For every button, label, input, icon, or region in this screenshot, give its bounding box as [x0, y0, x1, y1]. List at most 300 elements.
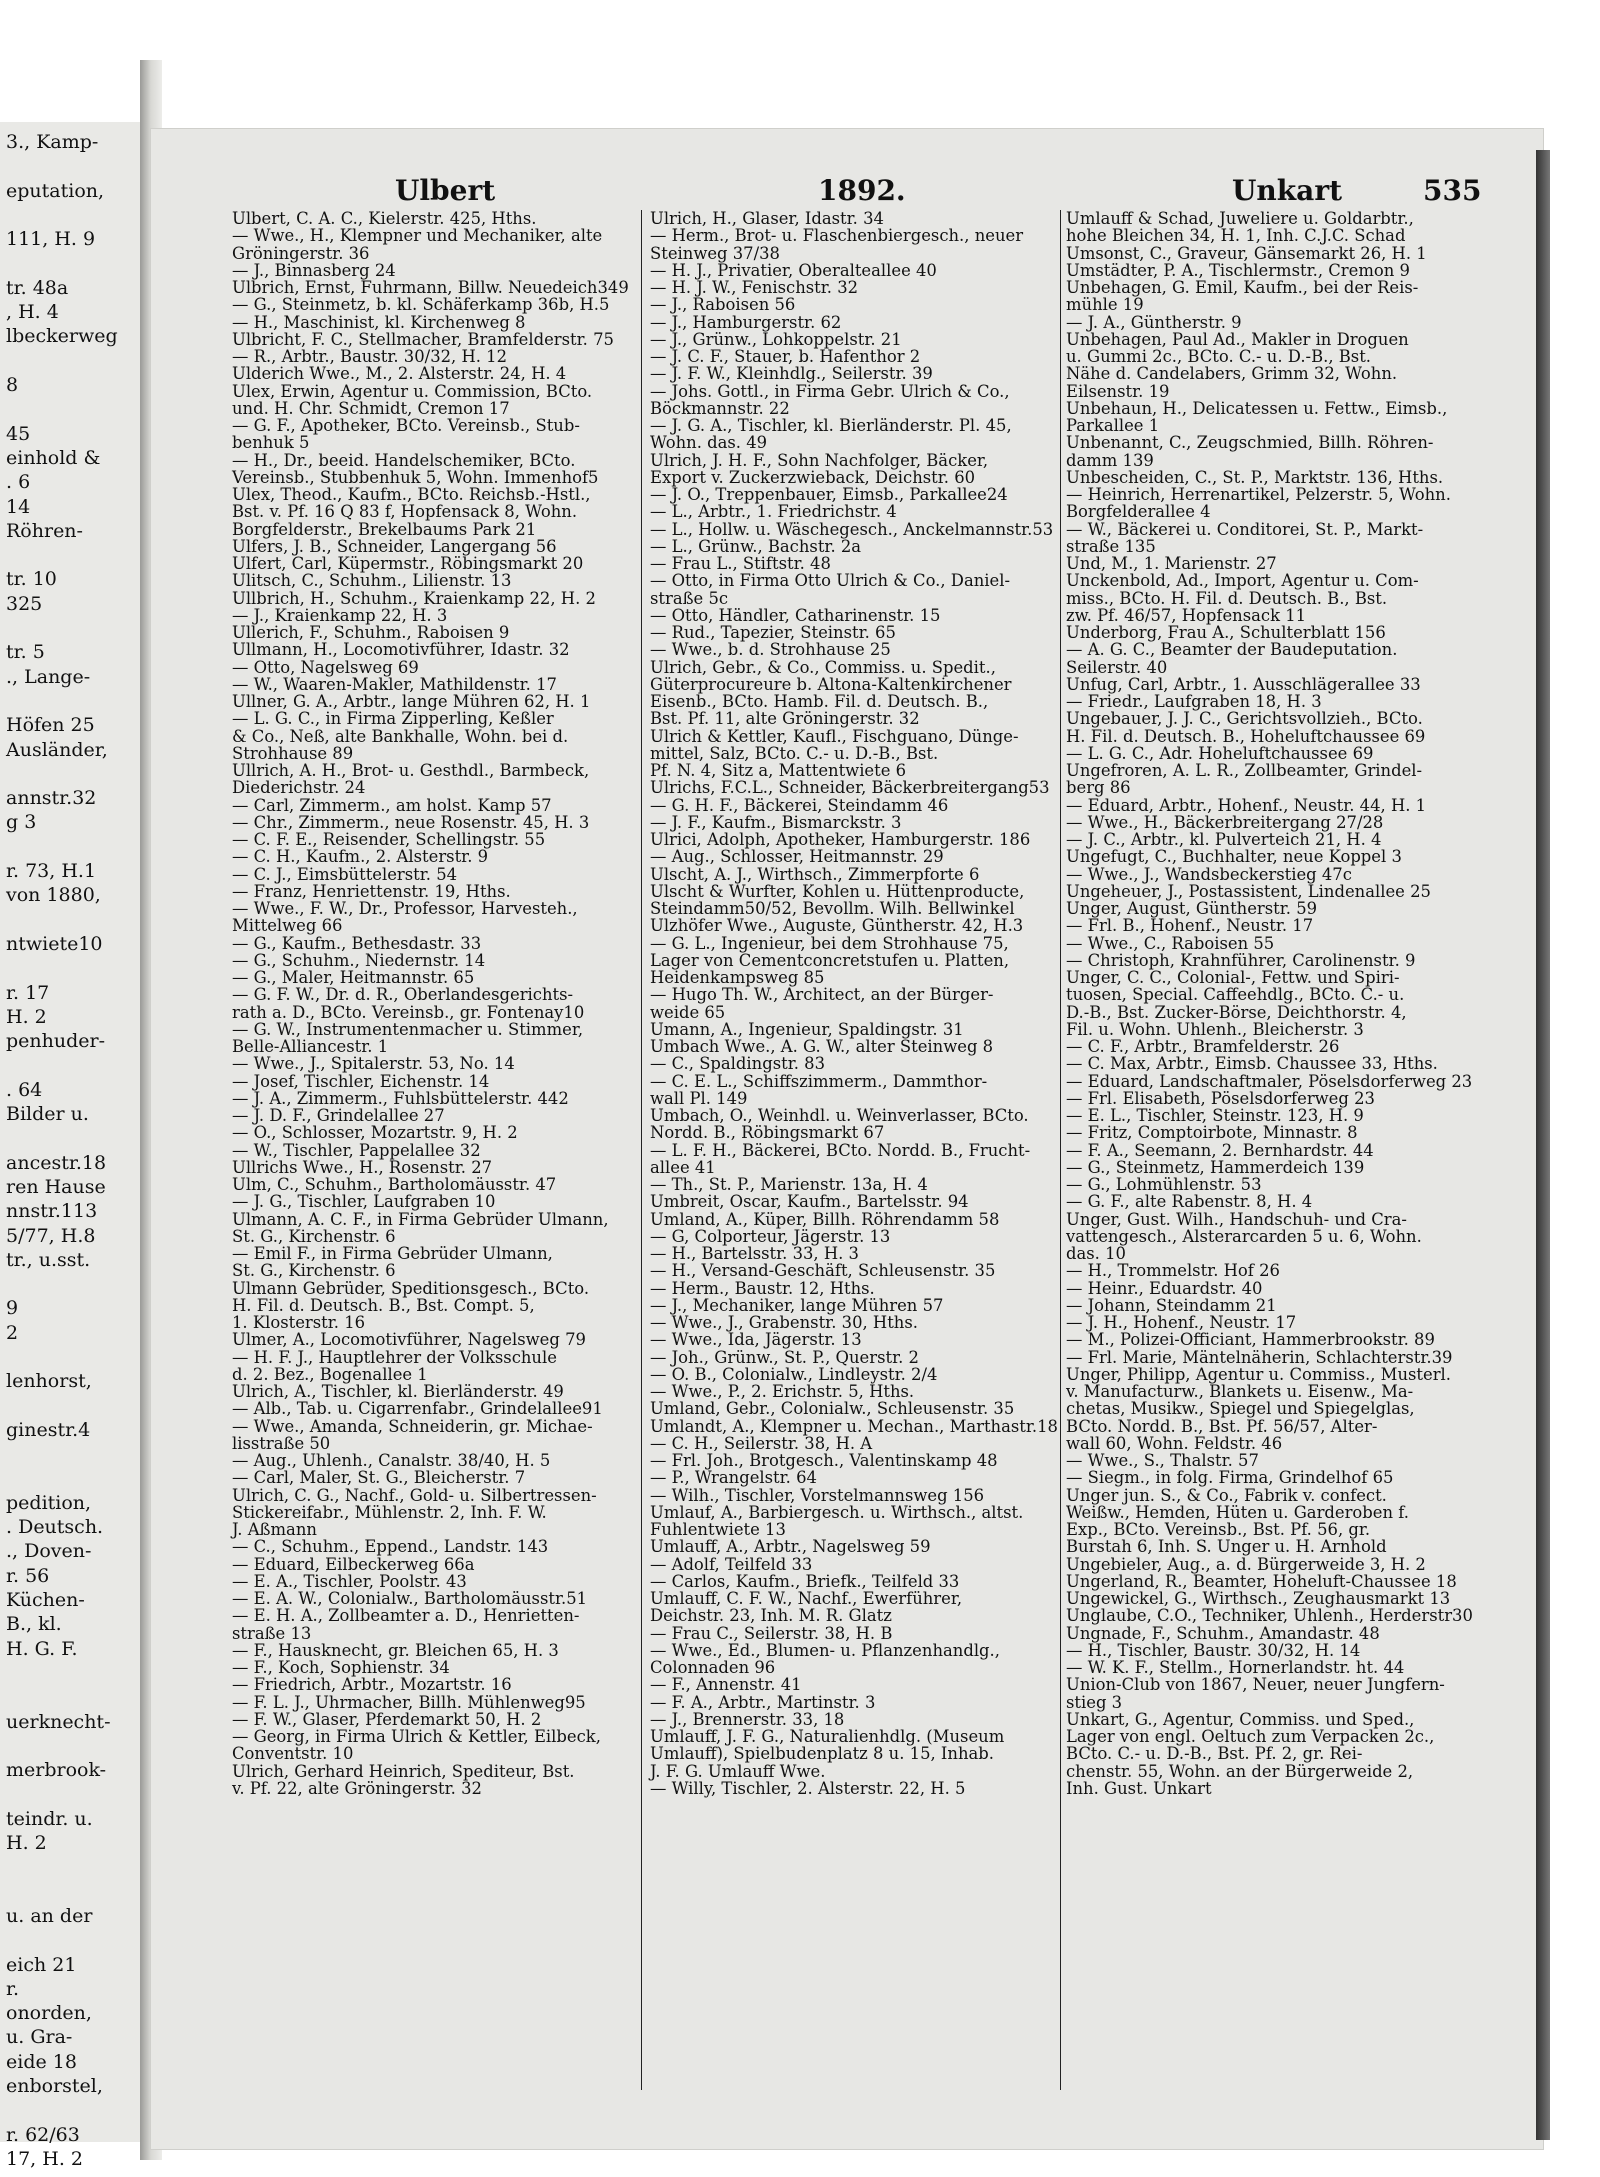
directory-line: — Frl. B., Hohenf., Neustr. 17: [1066, 916, 1314, 936]
previous-page-line: r. 17: [6, 981, 50, 1004]
directory-line: benhuk 5: [232, 433, 310, 453]
previous-page-line: tr., u.sst.: [6, 1248, 91, 1271]
directory-line: — C. E. L., Schiffszimmerm., Dammthor-: [650, 1071, 988, 1091]
directory-line: vattengesch., Alsterarcarden 5 u. 6, Wohn.: [1066, 1226, 1422, 1246]
directory-line: Borgfelderstr., Brekelbaums Park 21: [232, 519, 537, 539]
directory-line: Pf. N. 4, Sitz a, Mattentwiete 6: [650, 761, 907, 780]
directory-line: Unbehagen, Paul Ad., Makler in Droguen: [1066, 329, 1409, 349]
previous-page-line: g 3: [6, 811, 37, 834]
directory-line: wall 60, Wohn. Feldstr. 46: [1066, 1433, 1283, 1453]
previous-page-line: 3., Kamp-: [6, 131, 99, 153]
directory-line: — C. J., Eimsbüttelerstr. 54: [232, 864, 458, 884]
directory-line: Umbach Wwe., A. G. W., alter Steinweg 8: [650, 1037, 994, 1056]
previous-page-line: lbeckerweg: [6, 325, 118, 348]
directory-line: Lager von engl. Oeltuch zum Verpacken 2c.,: [1066, 1727, 1435, 1746]
directory-line: Ullmann, H., Locomotivführer, Idastr. 32: [232, 640, 570, 660]
previous-page-line: 111, H. 9: [6, 228, 96, 251]
directory-line: — M., Polizei-Officiant, Hammerbrookstr. 89: [1066, 1330, 1435, 1350]
directory-line: Ulex, Erwin, Agentur u. Commission, BCto.: [232, 381, 593, 401]
directory-line: — G. F., alte Rabenstr. 8, H. 4: [1066, 1192, 1313, 1212]
directory-line: — J., Binnasberg 24: [232, 260, 396, 280]
previous-page-line: penhuder-: [6, 1030, 106, 1053]
directory-line: — Frau C., Seilerstr. 38, H. B: [650, 1623, 893, 1643]
directory-line: — Wwe., F. W., Dr., Professor, Harvesteh.,: [232, 899, 578, 918]
directory-line: — W., Tischler, Pappelallee 32: [232, 1140, 481, 1160]
directory-line: — Heinrich, Herrenartikel, Pelzerstr. 5, Wohn.: [1066, 485, 1451, 504]
directory-line: — Heinr., Eduardstr. 40: [1066, 1278, 1263, 1298]
directory-line: — Wwe., C., Raboisen 55: [1066, 933, 1275, 953]
directory-line: — J., Brennerstr. 33, 18: [650, 1709, 845, 1729]
directory-line: — O. B., Colonialw., Lindleystr. 2/4: [650, 1364, 938, 1384]
directory-line: — Hugo Th. W., Architect, an der Bürger-: [650, 985, 994, 1005]
directory-line: Ulmann Gebrüder, Speditionsgesch., BCto.: [232, 1278, 590, 1298]
directory-line: — G., Schuhm., Niedernstr. 14: [232, 950, 486, 970]
directory-line: Ulrich, Gerhard Heinrich, Spediteur, Bst.: [232, 1761, 575, 1781]
directory-line: — J., Grünw., Lohkoppelstr. 21: [650, 329, 902, 349]
directory-line: mühle 19: [1066, 295, 1144, 315]
directory-line: Und, M., 1. Marienstr. 27: [1066, 554, 1277, 573]
directory-line: — Wilh., Tischler, Vorstelmannsweg 156: [650, 1485, 985, 1505]
directory-line: Unger, C. C., Colonial-, Fettw. und Spiri-: [1066, 968, 1400, 987]
directory-line: — Herm., Baustr. 12, Hths.: [650, 1278, 875, 1298]
previous-page-line: ntwiete10: [6, 932, 103, 955]
directory-line: — Th., St. P., Marienstr. 13a, H. 4: [650, 1175, 928, 1194]
previous-page-line: ancestr.18: [6, 1151, 107, 1174]
directory-line: — Carl, Zimmerm., am holst. Kamp 57: [232, 795, 552, 815]
directory-line: Gröningerstr. 36: [232, 243, 370, 263]
directory-line: — Franz, Henriettenstr. 19, Hths.: [232, 881, 511, 901]
directory-line: v. Pf. 22, alte Gröningerstr. 32: [232, 1778, 482, 1798]
directory-line: Strohhause 89: [232, 743, 354, 763]
directory-line: Ungefroren, A. L. R., Zollbeamter, Grindel-: [1066, 761, 1423, 780]
directory-line: Colonnaden 96: [650, 1658, 776, 1677]
directory-line: — J. G. A., Tischler, kl. Bierländerstr. Pl. 45,: [650, 416, 1012, 435]
directory-line: Ulm, C., Schuhm., Bartholomäusstr. 47: [232, 1175, 557, 1194]
previous-page-line: Küchen-: [6, 1589, 85, 1611]
directory-line: Steinweg 37/38: [650, 243, 780, 263]
directory-line: — H., Versand-Geschäft, Schleusenstr. 35: [650, 1261, 996, 1281]
directory-line: — Wwe., S., Thalstr. 57: [1066, 1451, 1259, 1470]
directory-line: — Rud., Tapezier, Steinstr. 65: [650, 623, 896, 642]
previous-page-line: r. 73, H.1: [6, 860, 97, 882]
previous-page-line: von 1880,: [6, 884, 101, 907]
directory-line: — W., Bäckerei u. Conditorei, St. P., Markt-: [1066, 519, 1424, 539]
directory-line: Nähe d. Candelabers, Grimm 32, Wohn.: [1066, 364, 1398, 384]
directory-line: straße 5c: [650, 588, 729, 608]
directory-line: Ungefugt, C., Buchhalter, neue Koppel 3: [1066, 847, 1402, 867]
directory-line: — F. A., Seemann, 2. Bernhardstr. 44: [1066, 1140, 1374, 1160]
directory-line: — Aug., Uhlenh., Canalstr. 38/40, H. 5: [232, 1451, 551, 1470]
directory-line: BCto. Nordd. B., Bst. Pf. 56/57, Alter-: [1066, 1416, 1378, 1436]
directory-line: Umlauff, C. F. W., Nachf., Ewerführer,: [650, 1589, 963, 1608]
directory-line: — C., Spaldingstr. 83: [650, 1054, 826, 1074]
directory-line: Fil. u. Wohn. Uhlenh., Bleicherstr. 3: [1066, 1019, 1364, 1039]
directory-column-3: [1066, 210, 1478, 2110]
directory-line: Umlauff, J. F. G., Naturalienhdlg. (Museum: [650, 1727, 1005, 1746]
directory-line: — Otto, in Firma Otto Ulrich & Co., Daniel-: [650, 571, 1010, 591]
directory-line: d. 2. Bez., Bogenallee 1: [232, 1364, 428, 1384]
directory-line: Ulscht, A. J., Wirthsch., Zimmerpforte 6: [650, 864, 980, 884]
directory-line: — Christoph, Krahnführer, Carolinenstr. 9: [1066, 950, 1416, 970]
directory-line: 1. Klosterstr. 16: [232, 1313, 366, 1332]
directory-line: Borgfelderallee 4: [1066, 502, 1211, 522]
directory-line: — Wwe., H., Bäckerbreitergang 27/28: [1066, 812, 1384, 832]
directory-line: — H., Dr., beeid. Handelschemiker, BCto.: [232, 450, 576, 470]
previous-page-line: . 64: [6, 1078, 43, 1101]
directory-line: — J. H., Hohenf., Neustr. 17: [1066, 1313, 1297, 1332]
directory-line: — L. G. C., Adr. Hoheluftchaussee 69: [1066, 743, 1374, 763]
directory-line: Umann, A., Ingenieur, Spaldingstr. 31: [650, 1019, 964, 1039]
previous-page-line: ., Lange-: [6, 665, 91, 688]
directory-line: Fuhlentwiete 13: [650, 1520, 786, 1539]
directory-line: Ulmann, A. C. F., in Firma Gebrüder Ulmann,: [232, 1209, 609, 1229]
directory-line: J. Aßmann: [232, 1520, 317, 1539]
directory-line: — G., Maler, Heitmannstr. 65: [232, 968, 475, 987]
directory-line: Ulrici, Adolph, Apotheker, Hamburgerstr. 186: [650, 830, 1031, 849]
directory-line: — J. F., Kaufm., Bismarckstr. 3: [650, 812, 902, 832]
directory-line: und. H. Chr. Schmidt, Cremon 17: [232, 398, 510, 418]
running-head-last-entry: Unkart: [1232, 174, 1343, 207]
previous-page-line: . Deutsch.: [6, 1516, 104, 1539]
directory-line: — F. W., Glaser, Pferdemarkt 50, H. 2: [232, 1709, 542, 1729]
directory-line: St. G., Kirchenstr. 6: [232, 1226, 396, 1246]
directory-line: — E. H. A., Zollbeamter a. D., Henrietten-: [232, 1606, 580, 1626]
previous-page-line: 9: [6, 1297, 19, 1320]
directory-line: — Wwe., P., 2. Erichstr. 5, Hths.: [650, 1382, 915, 1401]
directory-line: — H. J. W., Fenischstr. 32: [650, 278, 859, 297]
directory-line: — F. L. J., Uhrmacher, Billh. Mühlenweg95: [232, 1692, 586, 1712]
directory-line: Unger, Philipp, Agentur u. Commiss., Musterl.: [1066, 1364, 1451, 1384]
directory-line: Burstah 6, Inh. S. Unger u. H. Arnhold: [1066, 1537, 1387, 1557]
directory-line: Exp., BCto. Vereinsb., Bst. Pf. 56, gr.: [1066, 1520, 1371, 1539]
directory-line: — C. F. E., Reisender, Schellingstr. 55: [232, 830, 546, 849]
directory-line: — E. L., Tischler, Steinstr. 123, H. 9: [1066, 1106, 1364, 1125]
directory-line: — Wwe., J., Spitalerstr. 53, No. 14: [232, 1054, 515, 1074]
directory-line: — Georg, in Firma Ulrich & Kettler, Eilbeck,: [232, 1727, 601, 1746]
directory-line: Güterprocureure b. Altona-Kaltenkirchener: [650, 674, 1012, 694]
directory-line: Umlauff & Schad, Juweliere u. Goldarbtr.,: [1066, 209, 1414, 228]
directory-line: Umsonst, C., Graveur, Gänsemarkt 26, H. 1: [1066, 243, 1427, 263]
previous-page-line: 8: [6, 374, 19, 396]
directory-line: — H., Trommelstr. Hof 26: [1066, 1261, 1280, 1281]
previous-page-line: enborstel,: [6, 2075, 103, 2097]
directory-line: — J. C., Arbtr., kl. Pulverteich 21, H. 4: [1066, 830, 1382, 849]
directory-line: Ullbrich, H., Schuhm., Kraienkamp 22, H. 2: [232, 588, 596, 608]
directory-line: — Herm., Brot- u. Flaschenbiergesch., neuer: [650, 226, 1024, 246]
directory-line: Umlauf, A., Barbiergesch. u. Wirthsch., altst.: [650, 1502, 1024, 1522]
page-number: 535: [1423, 174, 1482, 207]
directory-line: — G., Steinmetz, b. kl. Schäferkamp 36b, H.5: [232, 295, 610, 315]
directory-line: miss., BCto. H. Fil. d. Deutsch. B., Bst.: [1066, 588, 1388, 608]
directory-line: v. Manufacturw., Blankets u. Eisenw., Ma-: [1066, 1382, 1414, 1401]
previous-page-line: ginestr.4: [6, 1418, 91, 1441]
directory-line: — C. H., Kaufm., 2. Alsterstr. 9: [232, 847, 489, 867]
directory-line: — O., Schlosser, Mozartstr. 9, H. 2: [232, 1123, 518, 1143]
directory-line: mittel, Salz, BCto. C.- u. D.-B., Bst.: [650, 743, 939, 763]
directory-line: — C. F., Arbtr., Bramfelderstr. 26: [1066, 1037, 1340, 1056]
directory-line: Stickereifabr., Mühlenstr. 2, Inh. F. W.: [232, 1502, 547, 1522]
directory-line: Union-Club von 1867, Neuer, neuer Jungfern-: [1066, 1675, 1445, 1695]
directory-line: Ulrich, J. H. F., Sohn Nachfolger, Bäcker,: [650, 450, 989, 470]
directory-line: straße 13: [232, 1623, 312, 1643]
previous-page-line: 45: [6, 422, 31, 445]
directory-line: Steindamm50/52, Bevollm. Wilh. Bellwinkel: [650, 899, 1015, 918]
directory-line: Unckenbold, Ad., Import, Agentur u. Com-: [1066, 571, 1419, 591]
directory-line: — W., Waaren-Makler, Mathildenstr. 17: [232, 674, 557, 694]
directory-line: Weißw., Hemden, Hüten u. Garderoben f.: [1066, 1502, 1409, 1522]
directory-line: Unglaube, C.O., Techniker, Uhlenh., Herderstr30: [1066, 1606, 1473, 1626]
directory-line: Mittelweg 66: [232, 916, 343, 936]
directory-line: Ulbert, C. A. C., Kielerstr. 425, Hths.: [232, 209, 537, 228]
directory-line: D.-B., Bst. Zucker-Börse, Deichthorstr. 4,: [1066, 1002, 1407, 1022]
directory-line: Ullner, G. A., Arbtr., lange Mühren 62, H. 1: [232, 692, 591, 711]
directory-line: — Eduard, Landschaftmaler, Pöselsdorferweg 23: [1066, 1071, 1473, 1091]
directory-line: — Wwe., b. d. Strohhause 25: [650, 640, 891, 660]
directory-line: — E. A. W., Colonialw., Bartholomäusstr.51: [232, 1589, 588, 1608]
directory-line: lisstraße 50: [232, 1433, 331, 1453]
directory-line: Umland, Gebr., Colonialw., Schleusenstr. 35: [650, 1399, 1015, 1419]
directory-line: Ulrich & Kettler, Kaufl., Fischguano, Dünge-: [650, 726, 1019, 746]
directory-line: Ulmer, A., Locomotivführer, Nagelsweg 79: [232, 1330, 586, 1350]
directory-line: Unbehaun, H., Delicatessen u. Fettw., Eimsb.,: [1066, 398, 1448, 418]
directory-line: Ulex, Theod., Kaufm., BCto. Reichsb.-Hstl.,: [232, 485, 591, 504]
directory-line: — Frl. Elisabeth, Pöselsdorferweg 23: [1066, 1088, 1375, 1108]
directory-line: tuosen, Special. Caffeehdlg., BCto. C.- u.: [1066, 985, 1405, 1005]
directory-line: — C. H., Seilerstr. 38, H. A: [650, 1433, 873, 1453]
directory-line: Bst. Pf. 11, alte Gröningerstr. 32: [650, 709, 920, 729]
directory-line: weide 65: [650, 1002, 726, 1022]
directory-line: Ulrich, Gebr., & Co., Commiss. u. Spedit.,: [650, 657, 996, 677]
directory-line: Wohn. das. 49: [650, 433, 768, 453]
previous-page-line: merbrook-: [6, 1759, 107, 1782]
directory-line: & Co., Neß, alte Bankhalle, Wohn. bei d.: [232, 726, 569, 746]
directory-line: Ulbrich, Ernst, Fuhrmann, Billw. Neuedeich349: [232, 278, 629, 297]
previous-page-line: ., Doven-: [6, 1540, 92, 1563]
directory-line: — Emil F., in Firma Gebrüder Ulmann,: [232, 1244, 553, 1263]
previous-page-line: . 6: [6, 471, 31, 494]
previous-page-line: 2: [6, 1321, 19, 1344]
directory-line: — J., Kraienkamp 22, H. 3: [232, 605, 448, 625]
directory-line: Lager von Cementconcretstufen u. Platten,: [650, 950, 1010, 970]
directory-line: — E. A., Tischler, Poolstr. 43: [232, 1571, 467, 1591]
directory-line: — G. L., Ingenieur, bei dem Strohhause 75,: [650, 933, 1009, 953]
directory-line: — H. J., Privatier, Oberalteallee 40: [650, 260, 937, 280]
directory-line: — J., Mechaniker, lange Mühren 57: [650, 1295, 944, 1315]
directory-line: Unger jun. S., & Co., Fabrik v. confect.: [1066, 1485, 1387, 1505]
column-rule: [641, 210, 642, 2090]
directory-line: Ulzhöfer Wwe., Auguste, Güntherstr. 42, H.3: [650, 916, 1024, 936]
directory-line: — G., Kaufm., Bethesdastr. 33: [232, 933, 482, 953]
directory-line: Ulbricht, F. C., Stellmacher, Bramfelderstr. 75: [232, 329, 614, 349]
directory-line: Conventstr. 10: [232, 1744, 354, 1764]
directory-line: — Friedrich, Arbtr., Mozartstr. 16: [232, 1675, 512, 1695]
directory-line: Umbreit, Oscar, Kaufm., Bartelsstr. 94: [650, 1192, 969, 1212]
previous-page-line: 5/77, H.8: [6, 1224, 96, 1247]
directory-line: — Chr., Zimmerm., neue Rosenstr. 45, H. 3: [232, 812, 590, 832]
directory-line: Unger, August, Güntherstr. 59: [1066, 899, 1318, 918]
previous-page-line: H. G. F.: [6, 1637, 78, 1660]
directory-column-2: [650, 210, 1062, 2110]
directory-line: — A. G. C., Beamter der Baudeputation.: [1066, 640, 1398, 660]
directory-line: — L. F. H., Bäckerei, BCto. Nordd. B., Frucht-: [650, 1140, 1031, 1160]
directory-line: — Otto, Nagelsweg 69: [232, 657, 419, 677]
directory-line: — J. F. W., Kleinhdlg., Seilerstr. 39: [650, 364, 933, 384]
directory-line: Nordd. B., Röbingsmarkt 67: [650, 1123, 885, 1143]
directory-line: — P., Wrangelstr. 64: [650, 1468, 817, 1488]
previous-page-line: teindr. u.: [6, 1807, 93, 1830]
directory-line: berg 86: [1066, 778, 1131, 798]
directory-line: — Wwe., J., Grabenstr. 30, Hths.: [650, 1313, 918, 1332]
directory-line: Böckmannstr. 22: [650, 398, 790, 418]
directory-line: — Friedr., Laufgraben 18, H. 3: [1066, 692, 1322, 711]
directory-line: — R., Arbtr., Baustr. 30/32, H. 12: [232, 347, 508, 366]
directory-line: — Wwe., Ida, Jägerstr. 13: [650, 1330, 862, 1350]
directory-line: — C., Schuhm., Eppend., Landstr. 143: [232, 1537, 549, 1557]
directory-line: Ulderich Wwe., M., 2. Alsterstr. 24, H. 4: [232, 364, 567, 384]
directory-line: Vereinsb., Stubbenhuk 5, Wohn. Immenhof5: [232, 467, 599, 487]
previous-page-line: eich 21: [6, 1953, 77, 1976]
running-head-year: 1892.: [818, 174, 906, 207]
directory-line: Ulfert, Carl, Küpermstr., Röbingsmarkt 20: [232, 554, 584, 573]
previous-page-line: Röhren-: [6, 519, 83, 542]
directory-line: Unbehagen, G. Emil, Kaufm., bei der Reis-: [1066, 278, 1419, 297]
directory-line: — G. F. W., Dr. d. R., Oberlandesgerichts-: [232, 985, 574, 1005]
previous-page-line: tr. 10: [6, 568, 57, 591]
directory-line: — G., Steinmetz, Hammerdeich 139: [1066, 1157, 1365, 1177]
previous-page-line: Ausländer,: [6, 738, 108, 761]
directory-line: — W. K. F., Stellm., Hornerlandstr. ht. 44: [1066, 1658, 1405, 1677]
previous-page-line: uerknecht-: [6, 1710, 111, 1733]
directory-line: Ullrich, A. H., Brot- u. Gesthdl., Barmbeck,: [232, 761, 590, 780]
directory-line: Ullrichs Wwe., H., Rosenstr. 27: [232, 1157, 493, 1177]
directory-line: Parkallee 1: [1066, 416, 1160, 435]
directory-line: — Josef, Tischler, Eichenstr. 14: [232, 1071, 490, 1091]
previous-page-line: pedition,: [6, 1491, 92, 1514]
directory-line: Heidenkampsweg 85: [650, 968, 825, 987]
directory-line: — J., Hamburgerstr. 62: [650, 312, 842, 332]
directory-line: — L., Hollw. u. Wäschegesch., Anckelmannstr.53: [650, 519, 1054, 539]
previous-page-line: , H. 4: [6, 301, 59, 324]
directory-line: Umlandt, A., Klempner u. Mechan., Marthastr.18: [650, 1416, 1058, 1436]
directory-line: H. Fil. d. Deutsch. B., Hoheluftchaussee 69: [1066, 726, 1426, 746]
directory-line: Umlauff), Spielbudenplatz 8 u. 15, Inhab.: [650, 1744, 994, 1764]
directory-line: — G. H. F., Bäckerei, Steindamm 46: [650, 795, 949, 815]
directory-line: — Wwe., Amanda, Schneiderin, gr. Michae-: [232, 1416, 593, 1436]
directory-line: — G, Colporteur, Jägerstr. 13: [650, 1226, 891, 1246]
directory-line: Export v. Zuckerzwieback, Deichstr. 60: [650, 467, 976, 487]
directory-line: — Fritz, Comptoirbote, Minnastr. 8: [1066, 1123, 1358, 1143]
directory-line: chenstr. 55, Wohn. an der Bürgerweide 2,: [1066, 1761, 1414, 1781]
directory-line: — H., Maschinist, kl. Kirchenweg 8: [232, 312, 526, 332]
directory-line: — Wwe., J., Wandsbeckerstieg 47c: [1066, 864, 1352, 884]
directory-line: chetas, Musikw., Spiegel und Spiegelglas,: [1066, 1399, 1415, 1419]
directory-line: — Otto, Händler, Catharinenstr. 15: [650, 605, 941, 625]
directory-line: Eisenb., BCto. Hamb. Fil. d. Deutsch. B.,: [650, 692, 989, 711]
directory-line: Ulrich, C. G., Nachf., Gold- u. Silbertressen-: [232, 1485, 597, 1505]
running-head-first-entry: Ulbert: [395, 174, 496, 207]
directory-line: — Joh., Grünw., St. P., Querstr. 2: [650, 1347, 919, 1367]
previous-page-line: H. 2: [6, 1005, 47, 1028]
previous-page-line: Bilder u.: [6, 1103, 89, 1125]
directory-line: — Eduard, Arbtr., Hohenf., Neustr. 44, H. 1: [1066, 795, 1427, 815]
directory-line: — F., Koch, Sophienstr. 34: [232, 1658, 450, 1677]
directory-line: Eilsenstr. 19: [1066, 381, 1170, 401]
previous-page-line: r.: [6, 1977, 20, 2000]
directory-line: — Siegm., in folg. Firma, Grindelhof 65: [1066, 1468, 1394, 1488]
previous-page-line: eputation,: [6, 179, 105, 202]
previous-page-line: onorden,: [6, 2002, 92, 2025]
directory-line: wall Pl. 149: [650, 1088, 748, 1108]
directory-line: u. Gummi 2c., BCto. C.- u. D.-B., Bst.: [1066, 347, 1372, 366]
directory-line: Ungeheuer, J., Postassistent, Lindenallee 25: [1066, 881, 1431, 901]
directory-line: — Carlos, Kaufm., Briefk., Teilfeld 33: [650, 1571, 960, 1591]
directory-line: — H., Bartelsstr. 33, H. 3: [650, 1244, 859, 1263]
previous-page-line: tr. 5: [6, 641, 45, 664]
directory-line: — Alb., Tab. u. Cigarrenfabr., Grindelallee91: [232, 1399, 603, 1419]
directory-line: das. 10: [1066, 1244, 1126, 1263]
directory-line: Ulrichs, F.C.L., Schneider, Bäckerbreitergang53: [650, 778, 1050, 798]
previous-page-line: eide 18: [6, 2050, 77, 2073]
directory-line: — C. Max, Arbtr., Eimsb. Chaussee 33, Hths.: [1066, 1054, 1438, 1074]
directory-line: Unkart, G., Agentur, Commiss. und Sped.,: [1066, 1709, 1415, 1729]
directory-line: Ulrich, A., Tischler, kl. Bierländerstr. 49: [232, 1382, 564, 1401]
previous-page-line: lenhorst,: [6, 1370, 92, 1393]
directory-line: Ungebauer, J. J. C., Gerichtsvollzieh., BCto.: [1066, 709, 1423, 729]
directory-line: — F., Annenstr. 41: [650, 1675, 802, 1695]
directory-line: — L., Arbtr., 1. Friedrichstr. 4: [650, 502, 897, 522]
directory-line: Umstädter, P. A., Tischlermstr., Cremon 9: [1066, 260, 1410, 280]
previous-page-line: Höfen 25: [6, 714, 95, 737]
directory-line: — G. F., Apotheker, BCto. Vereinsb., Stub-: [232, 416, 580, 435]
directory-line: Unbescheiden, C., St. P., Marktstr. 136, Hths.: [1066, 467, 1444, 487]
directory-line: — J. C. F., Stauer, b. Hafenthor 2: [650, 347, 921, 366]
previous-page-line: u. Gra-: [6, 2026, 73, 2049]
directory-line: — J. G., Tischler, Laufgraben 10: [232, 1192, 496, 1212]
directory-line: BCto. C.- u. D.-B., Bst. Pf. 2, gr. Rei-: [1066, 1744, 1363, 1764]
directory-line: — J. A., Güntherstr. 9: [1066, 312, 1242, 332]
previous-page-line: ren Hause: [6, 1175, 106, 1198]
directory-line: Inh. Gust. Unkart: [1066, 1778, 1212, 1798]
directory-line: Belle-Alliancestr. 1: [232, 1037, 389, 1056]
previous-page-line: r. 56: [6, 1564, 50, 1587]
directory-line: — L. G. C., in Firma Zipperling, Keßler: [232, 709, 554, 729]
directory-line: Umlauff, A., Arbtr., Nagelsweg 59: [650, 1537, 931, 1557]
directory-line: — Adolf, Teilfeld 33: [650, 1554, 813, 1574]
directory-line: damm 139: [1066, 450, 1154, 470]
directory-line: stieg 3: [1066, 1692, 1123, 1712]
directory-line: — F., Hausknecht, gr. Bleichen 65, H. 3: [232, 1640, 559, 1660]
directory-line: Ungerland, R., Beamter, Hoheluft-Chaussee 18: [1066, 1571, 1457, 1591]
directory-line: Ulrich, H., Glaser, Idastr. 34: [650, 209, 884, 228]
directory-line: — G., Lohmühlenstr. 53: [1066, 1175, 1262, 1194]
directory-line: J. F. G. Umlauff Wwe.: [650, 1761, 826, 1781]
directory-line: Umbach, O., Weinhdl. u. Weinverlasser, BCto.: [650, 1106, 1029, 1125]
directory-line: — L., Grünw., Bachstr. 2a: [650, 536, 862, 556]
directory-line: Ungnade, F., Schuhm., Amandastr. 48: [1066, 1623, 1380, 1643]
directory-line: hohe Bleichen 34, H. 1, Inh. C.J.C. Schad: [1066, 226, 1406, 246]
directory-line: St. G., Kirchenstr. 6: [232, 1261, 396, 1281]
directory-line: Deichstr. 23, Inh. M. R. Glatz: [650, 1606, 892, 1626]
directory-line: — Carl, Maler, St. G., Bleicherstr. 7: [232, 1468, 526, 1488]
directory-line: — J. D. F., Grindelallee 27: [232, 1106, 445, 1125]
directory-line: — Eduard, Eilbeckerweg 66a: [232, 1554, 475, 1574]
directory-line: — J. O., Treppenbauer, Eimsb., Parkallee24: [650, 485, 1008, 504]
directory-line: Ulfers, J. B., Schneider, Langergang 56: [232, 536, 557, 556]
directory-line: zw. Pf. 46/57, Hopfensack 11: [1066, 605, 1307, 625]
directory-line: Underborg, Frau A., Schulterblatt 156: [1066, 623, 1386, 642]
directory-line: — Frau L., Stiftstr. 48: [650, 554, 831, 573]
directory-line: straße 135: [1066, 536, 1156, 556]
